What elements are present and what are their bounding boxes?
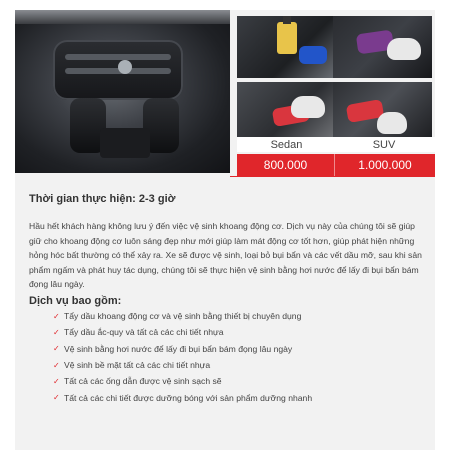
check-icon: ✓ bbox=[53, 360, 60, 370]
brand-badge-icon bbox=[118, 60, 132, 74]
service-card bbox=[15, 10, 435, 450]
cleaning-photo-3 bbox=[237, 82, 336, 144]
cleaning-photo-2 bbox=[333, 16, 432, 78]
sedan-label: Sedan bbox=[237, 137, 336, 152]
check-icon: ✓ bbox=[53, 327, 60, 337]
list-item: ✓ Vệ sinh bằng hơi nước để lấy đi bụi bẩn bám đọng lâu ngày bbox=[53, 343, 293, 354]
check-icon: ✓ bbox=[53, 344, 60, 354]
suv-price: 1.000.000 bbox=[335, 154, 435, 176]
price-divider bbox=[230, 176, 435, 177]
check-icon: ✓ bbox=[53, 376, 60, 386]
check-icon: ✓ bbox=[53, 393, 60, 403]
duration-heading: Thời gian thực hiện: 2-3 giờ bbox=[29, 193, 176, 205]
list-item: ✓ Tẩy dầu khoang động cơ và vệ sinh bằng thiết bị chuyên dụng bbox=[53, 311, 302, 322]
check-icon: ✓ bbox=[53, 311, 60, 321]
sedan-price: 800.000 bbox=[237, 154, 335, 176]
list-item: ✓ Tẩy dầu ắc-quy và tất cả các chi tiết nhựa bbox=[53, 327, 224, 338]
engine-bay-photo bbox=[15, 10, 230, 173]
cleaning-photo-1 bbox=[237, 16, 336, 78]
list-item: ✓ Tất cả các chi tiết được dưỡng bóng với sản phẩm dưỡng nhanh bbox=[53, 392, 313, 403]
suv-label: SUV bbox=[333, 137, 435, 152]
service-description: Hầu hết khách hàng không lưu ý đến việc vệ sinh khoang động cơ. Dịch vụ này của chúng tôi sẽ giúp giữ cho khoang động cơ luôn sáng đẹp như mới giúp làm mát động cơ tốt hơn, giúp phát hiện những hỏng hóc bất thường có thể xảy ra. Xe sẽ được vệ sinh, loại bỏ bụi bẩn và các vết dầu mỡ, sau khi sản phẩm ngấm và phát huy tác dụng, chúng tôi sẽ thực hiện vệ sinh bằng hơi nước để lấy đi bụi bẩn bám đọng lâu ngày. bbox=[29, 221, 422, 290]
list-item: ✓ Tất cả các ống dẫn được vệ sinh sạch sẽ bbox=[53, 376, 222, 387]
services-list bbox=[53, 308, 312, 406]
list-item: ✓ Vệ sinh bề mặt tất cả các chi tiết nhựa bbox=[53, 360, 211, 371]
cleaning-photo-4 bbox=[333, 82, 432, 144]
services-title: Dịch vụ bao gồm: bbox=[29, 295, 122, 307]
